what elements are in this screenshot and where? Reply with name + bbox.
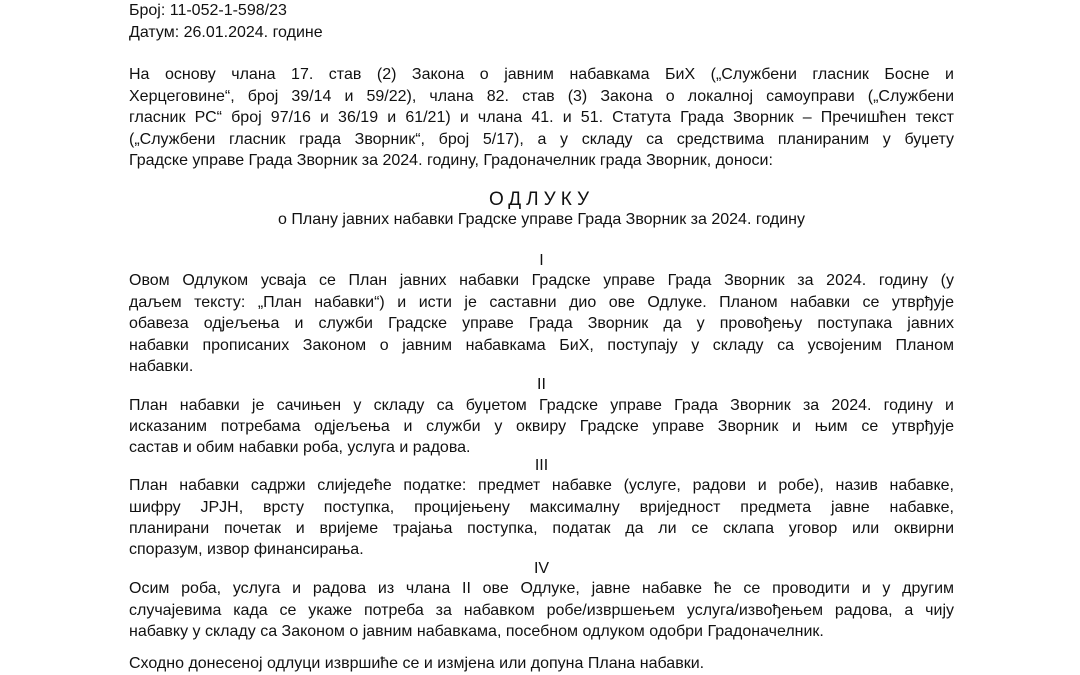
closing-statement: Сходно донесеној одлуци извршиће се и измјена или допуна Плана набавки. bbox=[129, 655, 705, 672]
article-numeral: III bbox=[534, 457, 549, 474]
preamble-line: („Службени гласник града Зворник“, број 5/17), а у складу са средствима планираним у буџету bbox=[129, 131, 954, 148]
article-line: исказаним потребама одјељења и служби у оквиру Градске управе Зворник и њим се утврђује bbox=[129, 418, 954, 435]
article-line: шифру ЈРЈН, врсту поступка, процијењену максималну вриједност предмета јавне набавке, bbox=[129, 499, 954, 516]
article-line: планирани почетак и вријеме трајања поступка, податак да ли се склапа уговор или оквирни bbox=[129, 520, 954, 537]
article-numeral: II bbox=[537, 376, 546, 393]
preamble-line: Херцеговине“, број 39/14 и 59/22), члана 82. став (3) Закона о локалној самоуправи („Службени bbox=[129, 88, 954, 105]
article-numeral: IV bbox=[533, 560, 550, 577]
preamble-line: гласник РС“ број 97/16 и 36/19 и 61/21) и члана 41. и 51. Статута Града Зворник – Пречишћен текст bbox=[129, 109, 954, 126]
article-line: План набавки је сачињен у складу са буџетом Градске управе Града Зворник за 2024. годину и bbox=[129, 397, 954, 414]
article-line: Осим роба, услуга и радова из члана II ове Одлуке, јавне набавке ће се проводити и у другим bbox=[129, 580, 954, 597]
preamble-line: На основу члана 17. став (2) Закона о јавним набавкама БиХ („Службени гласник Босне и bbox=[129, 66, 954, 83]
article-line: План набавки садржи слиједеће податке: предмет набавке (услуге, радови и робе), назив набавке, bbox=[129, 477, 954, 494]
article-line: Овом Одлуком усваја се План јавних набавки Градске управе Града Зворник за 2024. годину (у bbox=[129, 272, 954, 289]
article-line: обавеза одјељења и служби Градске управе Града Зворник да у провођењу поступака јавних bbox=[129, 315, 954, 332]
article-line: набавки. bbox=[129, 358, 194, 375]
article-line: даљем тексту: „План набавки“) и исти је саставни дио ове Одлуке. Планом набавки се утврђује bbox=[129, 294, 954, 311]
article-numeral: I bbox=[539, 252, 544, 269]
document-number: Број: 11-052-1-598/23 bbox=[129, 2, 287, 19]
article-line: случајевима када се укаже потреба за набавком робе/извршењем услуга/извођењем радова, а чију bbox=[129, 602, 954, 619]
preamble-line: Градске управе Града Зворник за 2024. годину, Градоначелник града Зворник, доноси: bbox=[129, 152, 773, 169]
document-date: Датум: 26.01.2024. године bbox=[129, 24, 323, 41]
article-line: састав и обим набавки роба, услуга и радова. bbox=[129, 439, 471, 456]
decision-subtitle: о Плану јавних набавки Градске управе Града Зворник за 2024. годину bbox=[278, 211, 805, 228]
article-line: набавку у складу са Законом о јавним набавкама, посебном одлуком одобри Градоначелник. bbox=[129, 623, 824, 640]
article-line: споразум, извор финансирања. bbox=[129, 541, 364, 558]
article-line: набавки прописаних Законом о јавним набавкама БиХ, поступају у складу са усвојеним Планом bbox=[129, 337, 954, 354]
decision-title: ОДЛУКУ bbox=[488, 189, 595, 210]
